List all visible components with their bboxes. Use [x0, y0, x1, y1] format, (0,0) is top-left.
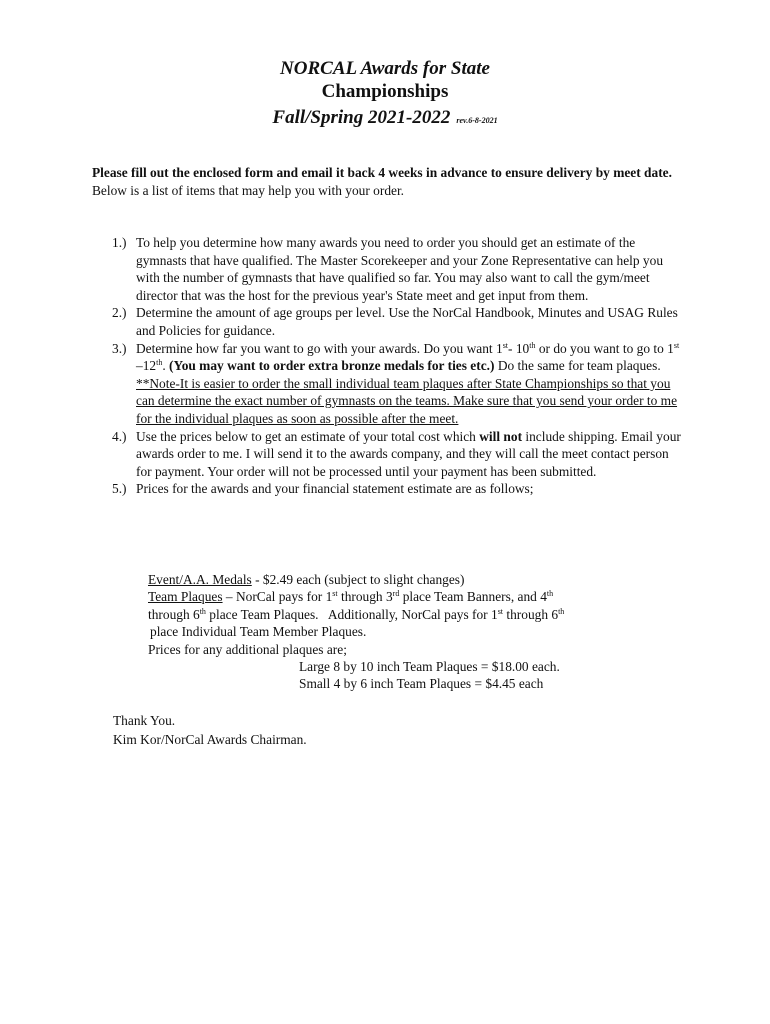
list-item — [112, 428, 682, 481]
plaques-line-2 — [148, 606, 668, 623]
medals-price-text: - $2.49 each (subject to slight changes) — [251, 572, 465, 587]
superscript: st — [502, 340, 509, 350]
text-run: through 6 — [503, 606, 559, 622]
text-run: through 3 — [337, 589, 393, 605]
intro-text: Below is a list of items that may help you with your order. — [92, 183, 405, 198]
title-line-1: NORCAL Awards for State — [280, 58, 490, 79]
text-run: place Team Banners, and 4 — [399, 589, 547, 605]
superscript: th — [529, 340, 536, 350]
superscript: th — [558, 606, 565, 616]
underlined-note: **Note-It is easier to order the small individual team plaques after State Championships so that you can determine the exact number of gymnasts on the teams. Make sure that you send your order to me for the individual plaques as soon as possible after the meet. — [136, 375, 678, 426]
list-item-text — [136, 340, 682, 428]
list-item-text: To help you determine how many awards you need to order you should get an estimate of the gymnasts that have qualified. The Master Scorekeeper and your Zone Representative can help you with the number of gymnasts that have qualified so far. You may also want to call the gym/meet director that was the host for the previous year's State meet and get input from them. — [136, 235, 664, 303]
bold-note: (You may want to order extra bronze medals for ties etc.) — [169, 358, 495, 374]
plaques-line-3: place Individual Team Member Plaques. — [150, 624, 367, 640]
text-run: or do you want to go to 1 — [535, 340, 674, 356]
plaques-line-1 — [148, 588, 668, 605]
superscript: st — [673, 340, 680, 350]
closing-block — [113, 711, 307, 749]
intro-paragraph — [92, 164, 682, 200]
text-run: Do the same for team plaques. — [497, 358, 661, 374]
medals-label: Event/A.A. Medals — [148, 572, 252, 587]
text-run: Use the prices below to get an estimate of your total cost which — [136, 428, 476, 444]
superscript: st — [497, 606, 504, 616]
large-plaque-price: Large 8 by 10 inch Team Plaques = $18.00 each. — [299, 659, 560, 675]
superscript: th — [199, 606, 206, 616]
thank-you-text: Thank You. — [113, 713, 176, 728]
list-item-number: 5.) — [112, 481, 127, 497]
title-line-3 — [0, 107, 770, 132]
season-label: Fall/Spring 2021-2022 — [272, 107, 451, 128]
list-item — [112, 234, 682, 304]
superscript: th — [156, 358, 163, 368]
list-item-text: Determine the amount of age groups per level. Use the NorCal Handbook, Minutes and USAG Rules and Policies for guidance. — [136, 305, 678, 338]
text-run: –12 — [136, 358, 157, 374]
text-run: through 6 — [148, 606, 200, 622]
list-item — [112, 340, 682, 428]
instructions-list — [112, 234, 682, 498]
list-item-text: Prices for the awards and your financial statement estimate are as follows; — [136, 481, 534, 497]
text-run: – NorCal pays for 1 — [222, 589, 333, 605]
list-item-number: 3.) — [112, 340, 127, 356]
signature-text: Kim Kor/NorCal Awards Chairman. — [113, 732, 307, 747]
list-item-number: 1.) — [112, 235, 127, 250]
revision-label: rev.6-8-2021 — [456, 116, 498, 125]
title-line-2: Championships — [321, 81, 449, 102]
superscript: th — [546, 589, 554, 599]
plaques-label: Team Plaques — [148, 589, 223, 605]
list-item — [112, 304, 682, 339]
list-item-text — [136, 428, 682, 481]
text-run: include shipping. Email your awards order to me. I will send it to the awards company, and they will call the meet contact person for payment. Your order will not be processed until your payment has been submitted. — [136, 428, 681, 479]
list-item — [112, 480, 682, 498]
intro-bold-text: Please fill out the enclosed form and email it back 4 weeks in advance to ensure delivery by meet date. — [92, 165, 672, 180]
bold-text: will not — [479, 428, 523, 444]
small-plaque-price: Small 4 by 6 inch Team Plaques = $4.45 each — [299, 676, 544, 692]
additional-plaques-line: Prices for any additional plaques are; — [148, 641, 347, 657]
price-section — [148, 571, 668, 693]
list-item-number: 4.) — [112, 428, 127, 444]
superscript: st — [332, 589, 338, 599]
list-item-number: 2.) — [112, 305, 127, 321]
superscript: rd — [392, 589, 400, 599]
text-run: place Team Plaques. Additionally, NorCal pays for 1 — [205, 606, 498, 622]
text-run: - 10 — [508, 340, 530, 356]
text-run: Determine how far you want to go with your awards. Do you want 1 — [136, 340, 503, 356]
medals-price-line — [148, 571, 668, 588]
text-run: . — [162, 358, 166, 374]
